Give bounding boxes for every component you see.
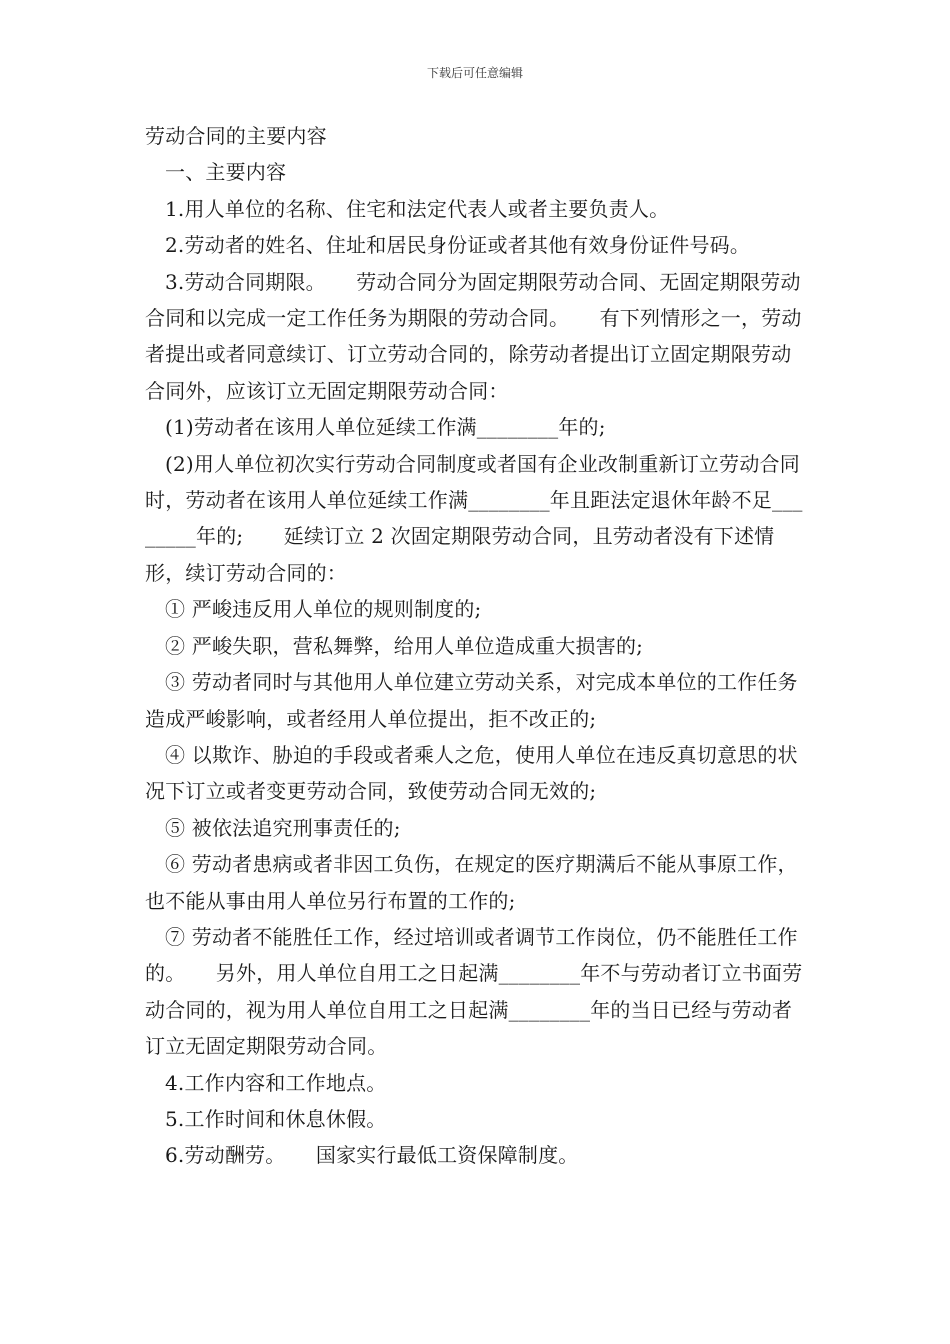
list-item: ⑥ 劳动者患病或者非因工负伤，在规定的医疗期满后不能从事原工作，也不能从事由用人单位另行布置的工作的; [145, 852, 798, 913]
list-item: ① 严峻违反用人单位的规则制度的; [165, 597, 482, 622]
paragraph: 2.劳动者的姓名、住址和居民身份证或者其他有效身份证件号码。 [165, 233, 751, 258]
paragraph: 3.劳动合同期限。 劳动合同分为固定期限劳动合同、无固定期限劳动合同和以完成一定工作任务为期限的劳动合同。 有下列情形之一，劳动者提出或者同意续订、订立劳动合同的，除劳动者提出订立固定期限劳动合同外，应该订立无固定期限劳动合同： [145, 269, 802, 403]
paragraph: 5.工作时间和休息休假。 [165, 1106, 387, 1131]
paragraph: (2)用人单位初次实行劳动合同制度或者国有企业改制重新订立劳动合同时，劳动者在该用人单位延续工作满________年且距法定退休年龄不足________年的; 延续订立 2 次固定期限劳动合同，且劳动者没有下述情形，续订劳动合同的： [145, 451, 803, 585]
list-item: ⑦ 劳动者不能胜任工作，经过培训或者调节工作岗位，仍不能胜任工作的。 另外，用人单位自用工之日起满________年不与劳动者订立书面劳动合同的，视为用人单位自用工之日起满________年的当日已经与劳动者订立无固定期限劳动合同。 [145, 924, 803, 1059]
section-heading: 一、主要内容 [165, 160, 287, 185]
page-header: 下载后可任意编辑 [426, 66, 523, 80]
paragraph: (1)劳动者在该用人单位延续工作满________年的; [165, 415, 606, 440]
list-item: ④ 以欺诈、胁迫的手段或者乘人之危，使用人单位在违反真切意思的状况下订立或者变更劳动合同，致使劳动合同无效的; [145, 742, 798, 804]
list-item: ② 严峻失职，营私舞弊，给用人单位造成重大损害的; [165, 633, 644, 658]
list-item: ③ 劳动者同时与其他用人单位建立劳动关系，对完成本单位的工作任务造成严峻影响，或者经用人单位提出，拒不改正的; [145, 670, 798, 731]
document-body [145, 118, 810, 1174]
paragraph: 1.用人单位的名称、住宅和法定代表人或者主要负责人。 [165, 196, 670, 221]
document-title: 劳动合同的主要内容 [145, 124, 327, 148]
paragraph: 4.工作内容和工作地点。 [165, 1070, 387, 1095]
paragraph: 6.劳动酬劳。 国家实行最低工资保障制度。 [165, 1143, 579, 1168]
list-item: ⑤ 被依法追究刑事责任的; [165, 815, 401, 840]
